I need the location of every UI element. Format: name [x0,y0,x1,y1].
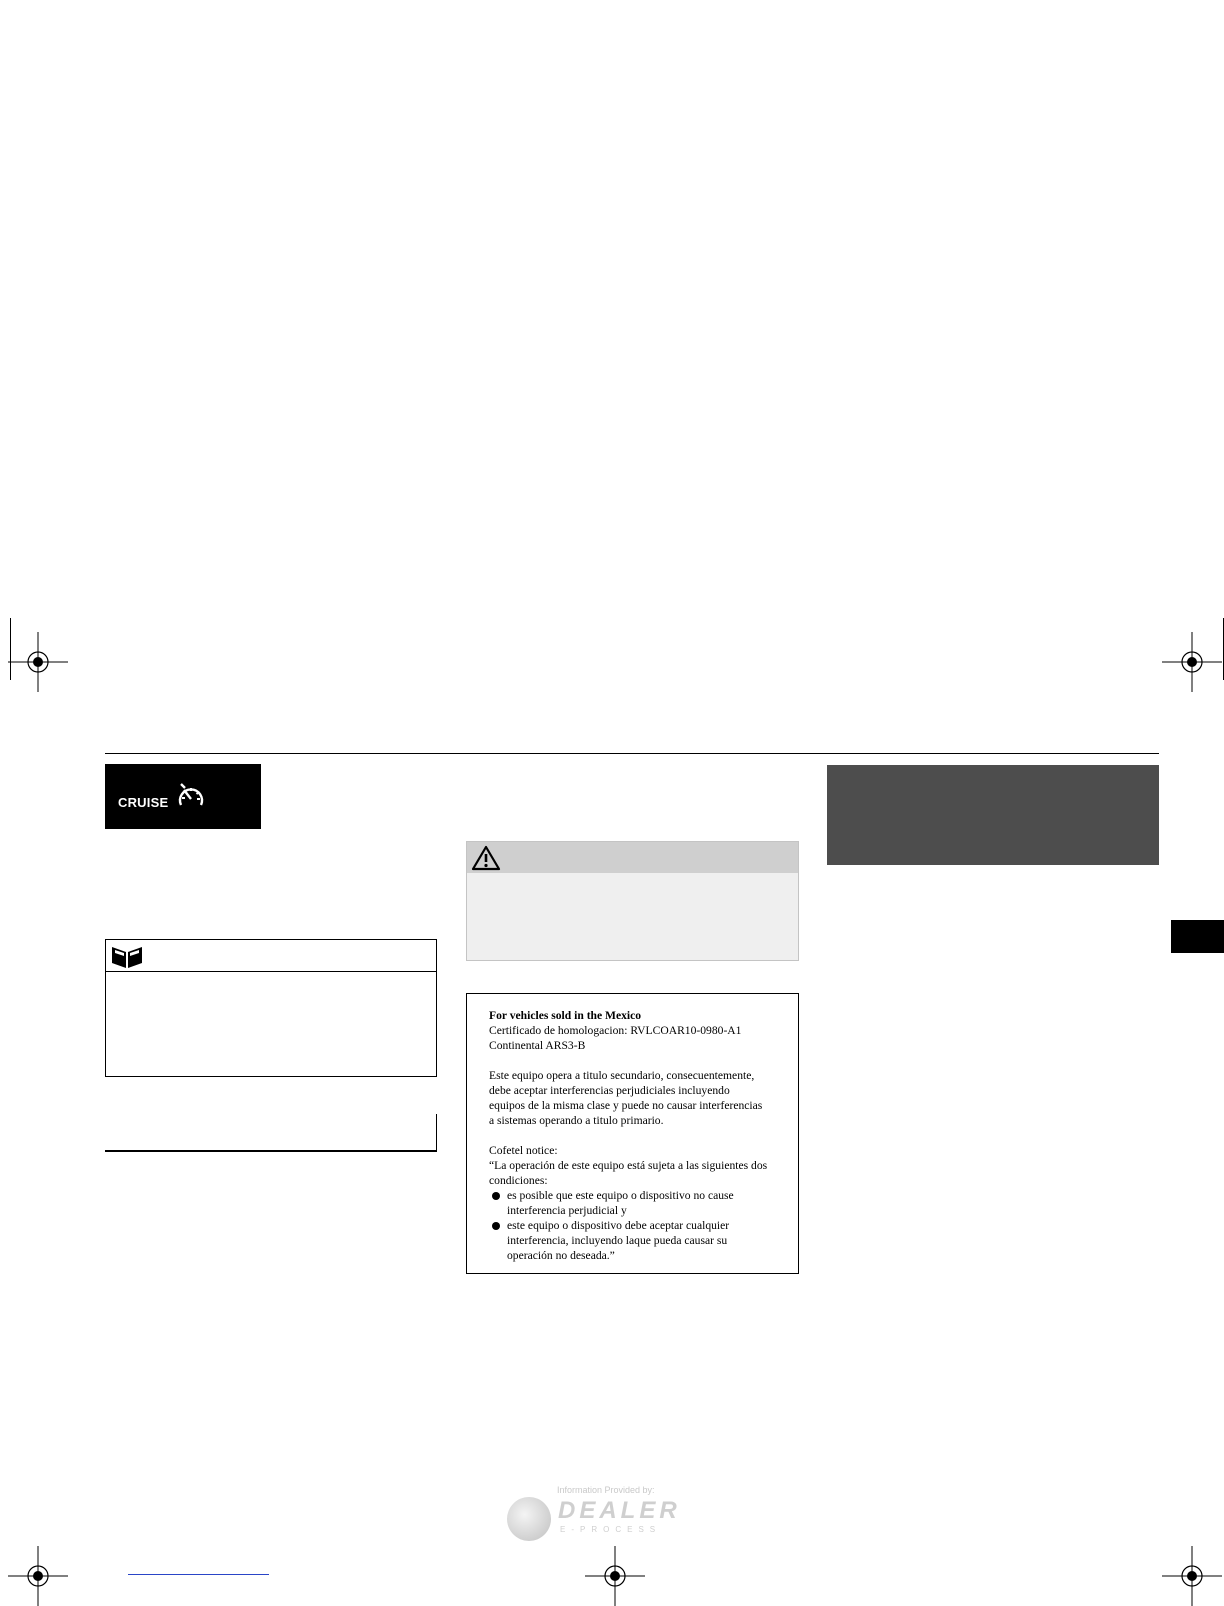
section-title-panel [827,765,1159,865]
bullet-dot [492,1222,500,1230]
registration-mark-top-right [1162,632,1222,692]
note-header [106,940,436,972]
quote-line: condiciones: [489,1174,548,1187]
warning-triangle-icon [471,845,501,871]
paragraph-line: equipos de la misma clase y puede no causar interferencias [489,1099,763,1112]
paragraph-line: Este equipo opera a titulo secundario, consecuentemente, [489,1069,755,1082]
chapter-tab [1171,920,1224,953]
bullet-dot [492,1192,500,1200]
crop-mark [10,618,11,680]
paragraph-line: debe aceptar interferencias perjudiciales incluyendo [489,1084,730,1097]
note-box [105,939,437,1077]
section-bracket [105,1114,437,1152]
bullet-continuation: interferencia perjudicial y [507,1204,627,1217]
quote-line: “La operación de este equipo está sujeta a las siguientes dos [489,1159,768,1172]
dealer-logo-icon [507,1497,551,1541]
paragraph-line: a sistemas operando a titulo primario. [489,1114,664,1127]
bullet-continuation: interferencia, incluyendo laque pueda causar su [507,1234,728,1247]
registration-mark-top-left [8,632,68,692]
watermark-provided-by: Information Provided by: [557,1485,655,1495]
device-model: Continental ARS3-B [489,1039,586,1052]
bullet-continuation: operación no deseada.” [507,1249,615,1262]
certificate-number: Certificado de homologacion: RVLCOAR10-0980-A1 [489,1024,742,1037]
cruise-indicator [105,764,261,829]
watermark-brand: DEALER [558,1497,681,1524]
link-underline [128,1574,269,1575]
bullet-item [489,1218,794,1233]
cruise-control-icon [173,779,209,815]
registration-mark-bottom-left [8,1546,68,1606]
bullet-item [489,1188,794,1203]
bullet-text: es posible que este equipo o dispositivo no cause [507,1189,734,1202]
regulatory-label [466,993,799,1274]
bullet-text: este equipo o dispositivo debe aceptar cualquier [507,1219,730,1232]
warning-header [467,842,798,873]
registration-mark-bottom-right [1162,1546,1222,1606]
dealer-watermark [505,1485,720,1545]
watermark-sub: E-PROCESS [560,1525,662,1534]
label-heading: For vehicles sold in the Mexico [489,1009,642,1022]
notice-title: Cofetel notice: [489,1144,558,1157]
cruise-label: CRUISE [118,795,169,810]
registration-mark-bottom-center [585,1546,645,1606]
header-rule [105,753,1159,754]
book-icon [110,943,144,969]
warning-box [466,841,799,961]
